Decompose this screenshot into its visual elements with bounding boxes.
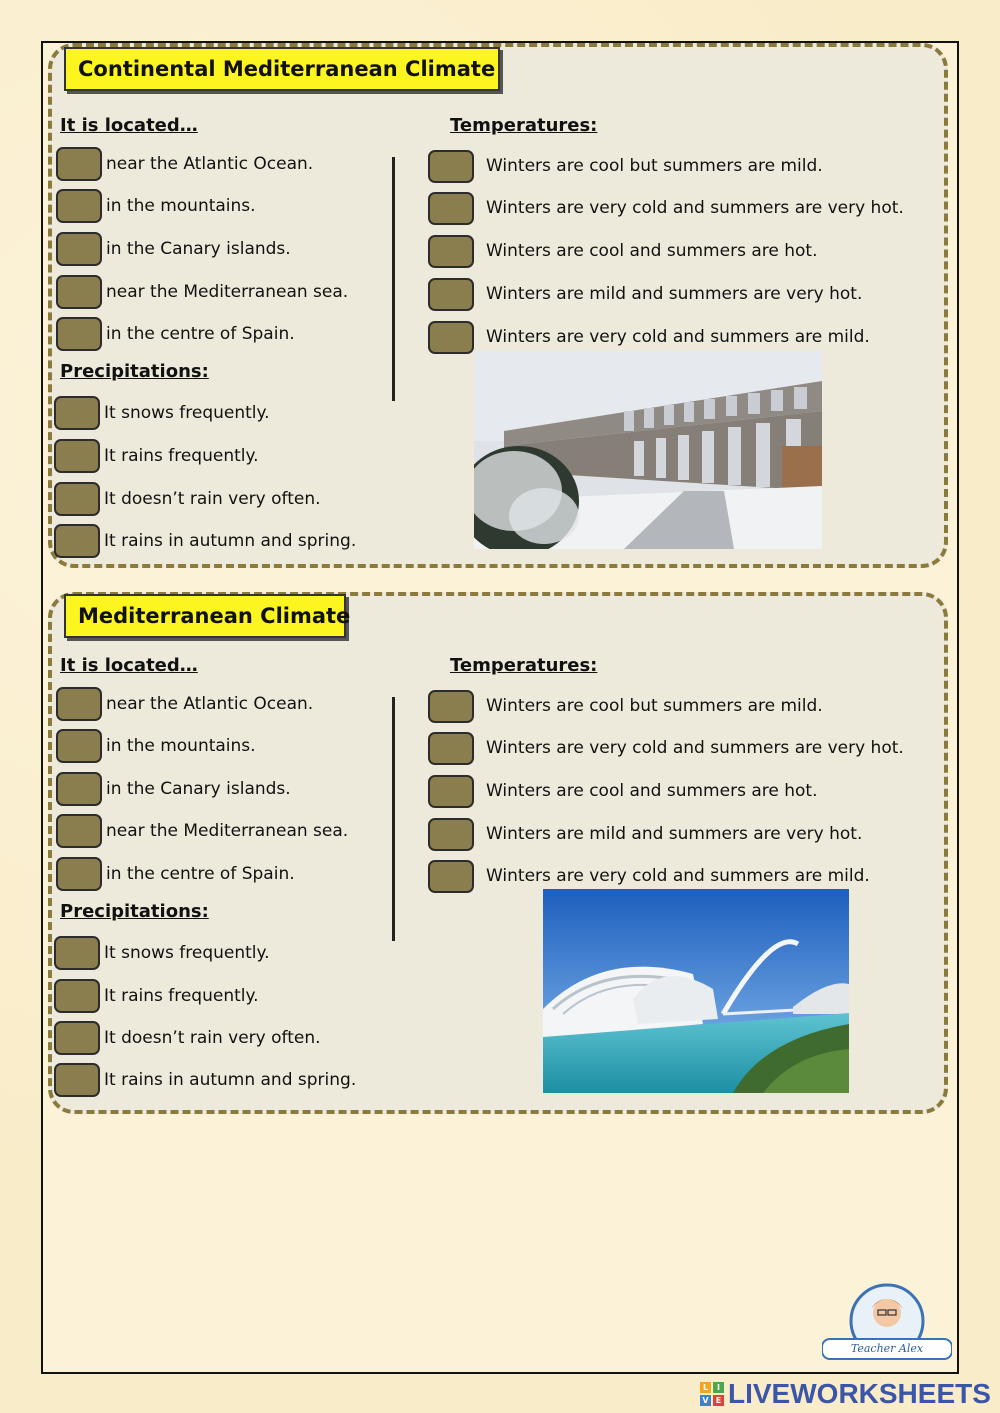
temp-option bbox=[428, 148, 823, 184]
option-label: Winters are cool but summers are mild. bbox=[486, 696, 823, 716]
option-label: in the mountains. bbox=[106, 196, 256, 216]
temp-option bbox=[428, 319, 870, 355]
answer-box[interactable] bbox=[428, 192, 474, 225]
location-heading: It is located… bbox=[60, 115, 198, 136]
option-label: near the Mediterranean sea. bbox=[106, 821, 349, 841]
option-label: It doesn’t rain very often. bbox=[104, 1028, 321, 1048]
temp-option bbox=[428, 276, 862, 312]
precip-option bbox=[54, 523, 356, 559]
location-option bbox=[56, 188, 256, 224]
answer-box[interactable] bbox=[56, 147, 102, 181]
answer-box[interactable] bbox=[54, 524, 100, 558]
option-label: Winters are very cold and summers are mild. bbox=[486, 327, 870, 347]
answer-box[interactable] bbox=[56, 232, 102, 266]
answer-box[interactable] bbox=[56, 189, 102, 223]
section-title: Continental Mediterranean Climate bbox=[64, 47, 500, 91]
option-label: It rains frequently. bbox=[104, 986, 259, 1006]
answer-box[interactable] bbox=[428, 732, 474, 765]
option-label: It snows frequently. bbox=[104, 943, 270, 963]
precip-option bbox=[54, 438, 259, 474]
answer-box[interactable] bbox=[428, 150, 474, 183]
location-option bbox=[56, 231, 291, 267]
precip-option bbox=[54, 1020, 321, 1056]
answer-box[interactable] bbox=[54, 482, 100, 516]
location-option bbox=[56, 316, 295, 352]
option-label: Winters are very cold and summers are very hot. bbox=[486, 738, 904, 758]
location-option bbox=[56, 146, 313, 182]
option-label: near the Atlantic Ocean. bbox=[106, 694, 314, 714]
temp-option bbox=[428, 233, 817, 269]
answer-box[interactable] bbox=[428, 775, 474, 808]
option-label: near the Mediterranean sea. bbox=[106, 282, 349, 302]
option-label: in the Canary islands. bbox=[106, 779, 291, 799]
temp-option bbox=[428, 688, 823, 724]
location-option bbox=[56, 856, 295, 892]
option-label: Winters are cool and summers are hot. bbox=[486, 781, 818, 801]
answer-box[interactable] bbox=[54, 936, 100, 970]
temp-heading: Temperatures: bbox=[450, 115, 598, 136]
mediterranean-climate-panel bbox=[48, 592, 948, 1114]
answer-box[interactable] bbox=[54, 1063, 100, 1097]
answer-box[interactable] bbox=[56, 317, 102, 351]
continental-climate-panel bbox=[48, 43, 948, 568]
option-label: It doesn’t rain very often. bbox=[104, 489, 321, 509]
answer-box[interactable] bbox=[54, 979, 100, 1013]
answer-box[interactable] bbox=[54, 396, 100, 430]
section-title: Mediterranean Climate bbox=[64, 594, 346, 638]
option-label: in the mountains. bbox=[106, 736, 256, 756]
answer-box[interactable] bbox=[428, 690, 474, 723]
liveworksheets-logo bbox=[700, 1377, 995, 1411]
answer-box[interactable] bbox=[428, 818, 474, 851]
option-label: Winters are very cold and summers are very hot. bbox=[486, 198, 904, 218]
temp-option bbox=[428, 730, 904, 766]
option-label: in the centre of Spain. bbox=[106, 864, 295, 884]
aqueduct-snow-photo bbox=[474, 351, 822, 549]
badge-label: Teacher Alex bbox=[850, 1342, 924, 1355]
location-option bbox=[56, 686, 313, 722]
answer-box[interactable] bbox=[56, 772, 102, 806]
precip-option bbox=[54, 978, 259, 1014]
brand-name: LIVEWORKSHEETS bbox=[728, 1378, 991, 1409]
location-option bbox=[56, 728, 256, 764]
option-label: near the Atlantic Ocean. bbox=[106, 154, 314, 174]
option-label: Winters are mild and summers are very hot. bbox=[486, 824, 863, 844]
precip-option bbox=[54, 481, 321, 517]
option-label: It rains frequently. bbox=[104, 446, 259, 466]
location-option bbox=[56, 274, 348, 310]
option-label: It rains in autumn and spring. bbox=[104, 1070, 357, 1090]
liveworksheets-icon: L I V E bbox=[700, 1382, 724, 1406]
option-label: Winters are cool but summers are mild. bbox=[486, 156, 823, 176]
option-label: Winters are mild and summers are very hot. bbox=[486, 284, 863, 304]
location-heading: It is located… bbox=[60, 655, 198, 676]
answer-box[interactable] bbox=[428, 860, 474, 893]
answer-box[interactable] bbox=[56, 729, 102, 763]
temp-option bbox=[428, 190, 904, 226]
answer-box[interactable] bbox=[54, 1021, 100, 1055]
precip-heading: Precipitations: bbox=[60, 361, 209, 382]
answer-box[interactable] bbox=[54, 439, 100, 473]
answer-box[interactable] bbox=[56, 814, 102, 848]
precip-heading: Precipitations: bbox=[60, 901, 209, 922]
temp-heading: Temperatures: bbox=[450, 655, 598, 676]
divider bbox=[392, 697, 395, 941]
option-label: Winters are cool and summers are hot. bbox=[486, 241, 818, 261]
precip-option bbox=[54, 935, 270, 971]
precip-option bbox=[54, 395, 270, 431]
teacher-badge bbox=[822, 1283, 952, 1363]
option-label: in the Canary islands. bbox=[106, 239, 291, 259]
option-label: in the centre of Spain. bbox=[106, 324, 295, 344]
answer-box[interactable] bbox=[56, 687, 102, 721]
precip-option bbox=[54, 1062, 356, 1098]
temp-option bbox=[428, 816, 862, 852]
answer-box[interactable] bbox=[428, 278, 474, 311]
location-option bbox=[56, 771, 291, 807]
temp-option bbox=[428, 773, 817, 809]
location-option bbox=[56, 813, 348, 849]
answer-box[interactable] bbox=[56, 857, 102, 891]
divider bbox=[392, 157, 395, 401]
option-label: It snows frequently. bbox=[104, 403, 270, 423]
answer-box[interactable] bbox=[56, 275, 102, 309]
option-label: It rains in autumn and spring. bbox=[104, 531, 357, 551]
city-of-arts-photo bbox=[543, 889, 849, 1093]
answer-box[interactable] bbox=[428, 235, 474, 268]
option-label: Winters are very cold and summers are mild. bbox=[486, 866, 870, 886]
answer-box[interactable] bbox=[428, 321, 474, 354]
